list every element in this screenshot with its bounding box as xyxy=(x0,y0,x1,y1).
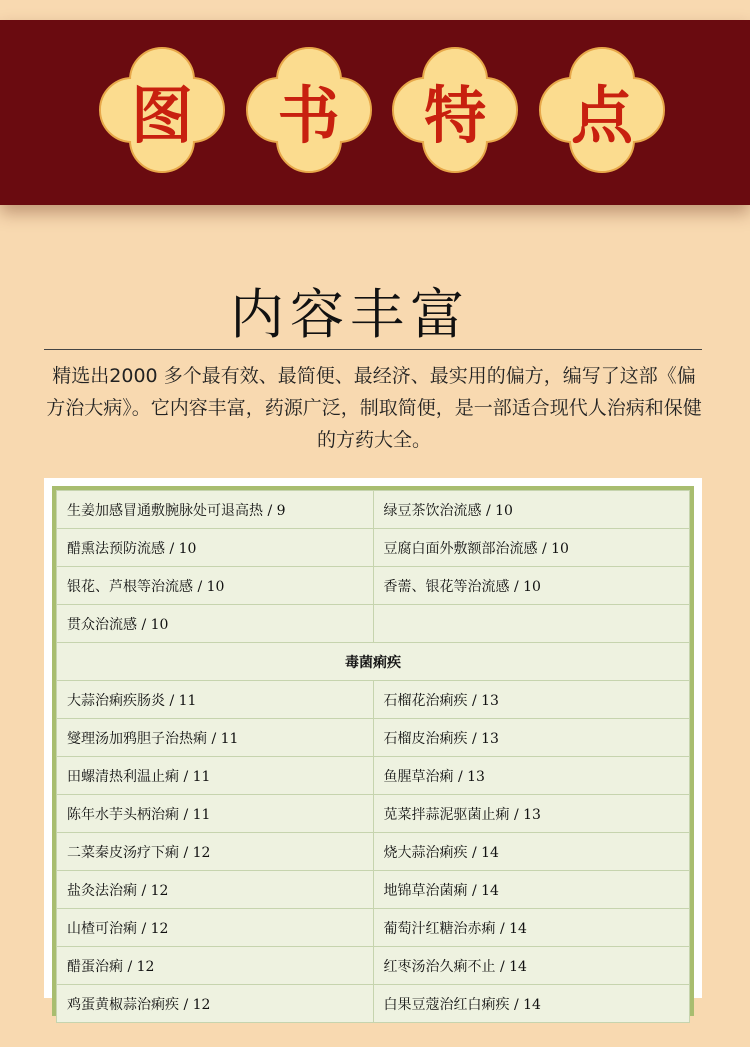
table-row xyxy=(57,795,690,833)
table-cell-right: 白果豆蔻治红白痢疾 / 14 xyxy=(373,985,690,1023)
table-row xyxy=(57,605,690,643)
contents-table-border xyxy=(52,486,694,1016)
badge-4 xyxy=(532,40,672,180)
table-cell-left: 盐灸法治痢 / 12 xyxy=(57,871,374,909)
intro-paragraph: 精选出2000 多个最有效、最简便、最经济、最实用的偏方，编写了这部《偏方治大病》。它内容丰富，药源广泛，制取简便，是一部适合现代人治病和保健的方药大全。 xyxy=(46,365,702,451)
table-cell-left: 田螺清热利温止痢 / 11 xyxy=(57,757,374,795)
table-cell-left: 陈年水芋头柄治痢 / 11 xyxy=(57,795,374,833)
table-row xyxy=(57,947,690,985)
table-cell-left: 燮理汤加鸦胆子治热痢 / 11 xyxy=(57,719,374,757)
table-row xyxy=(57,567,690,605)
table-cell-right: 豆腐白面外敷额部治流感 / 10 xyxy=(373,529,690,567)
badge-3 xyxy=(385,40,525,180)
table-cell-left: 二菜秦皮汤疗下痢 / 12 xyxy=(57,833,374,871)
table-cell-right: 石榴皮治痢疾 / 13 xyxy=(373,719,690,757)
table-cell-left: 大蒜治痢疾肠炎 / 11 xyxy=(57,681,374,719)
table-cell-right xyxy=(373,605,690,643)
table-cell-right: 烧大蒜治痢疾 / 14 xyxy=(373,833,690,871)
table-row xyxy=(57,491,690,529)
table-cell-right: 香薷、银花等治流感 / 10 xyxy=(373,567,690,605)
table-row xyxy=(57,985,690,1023)
category-label: 毒菌痢疾 xyxy=(57,643,690,681)
table-cell-left: 醋蛋治痢 / 12 xyxy=(57,947,374,985)
table-cell-left: 银花、芦根等治流感 / 10 xyxy=(57,567,374,605)
badge-char: 特 xyxy=(424,78,487,152)
table-row xyxy=(57,871,690,909)
badge-char: 图 xyxy=(130,78,193,152)
table-cell-left: 生姜加感冒通敷腕脉处可退高热 / 9 xyxy=(57,491,374,529)
table-cell-right: 鱼腥草治痢 / 13 xyxy=(373,757,690,795)
table-cell-right: 石榴花治痢疾 / 13 xyxy=(373,681,690,719)
table-row xyxy=(57,909,690,947)
table-cell-right: 绿豆茶饮治流感 / 10 xyxy=(373,491,690,529)
contents-table-frame xyxy=(44,478,702,1013)
divider xyxy=(44,349,702,350)
badge-2 xyxy=(239,40,379,180)
table-row xyxy=(57,719,690,757)
table-cell-right: 苋菜拌蒜泥驱菌止痢 / 13 xyxy=(373,795,690,833)
table-row xyxy=(57,681,690,719)
table-cell-left: 醋熏法预防流感 / 10 xyxy=(57,529,374,567)
table-cell-left: 贯众治流感 / 10 xyxy=(57,605,374,643)
table-cell-right: 地锦草治菌痢 / 14 xyxy=(373,871,690,909)
contents-table xyxy=(56,490,690,1023)
table-cell-right: 葡萄汁红糖治赤痢 / 14 xyxy=(373,909,690,947)
table-cell-left: 山楂可治痢 / 12 xyxy=(57,909,374,947)
badge-char: 点 xyxy=(570,78,633,152)
table-cell-left: 鸡蛋黄椒蒜治痢疾 / 12 xyxy=(57,985,374,1023)
table-row xyxy=(57,757,690,795)
badge-char: 书 xyxy=(277,78,340,152)
section-title: 内容丰富 xyxy=(230,283,470,346)
badge-row xyxy=(92,40,672,190)
badge-1 xyxy=(92,40,232,180)
category-row xyxy=(57,643,690,681)
table-cell-right: 红枣汤治久痢不止 / 14 xyxy=(373,947,690,985)
table-row xyxy=(57,529,690,567)
table-row xyxy=(57,833,690,871)
